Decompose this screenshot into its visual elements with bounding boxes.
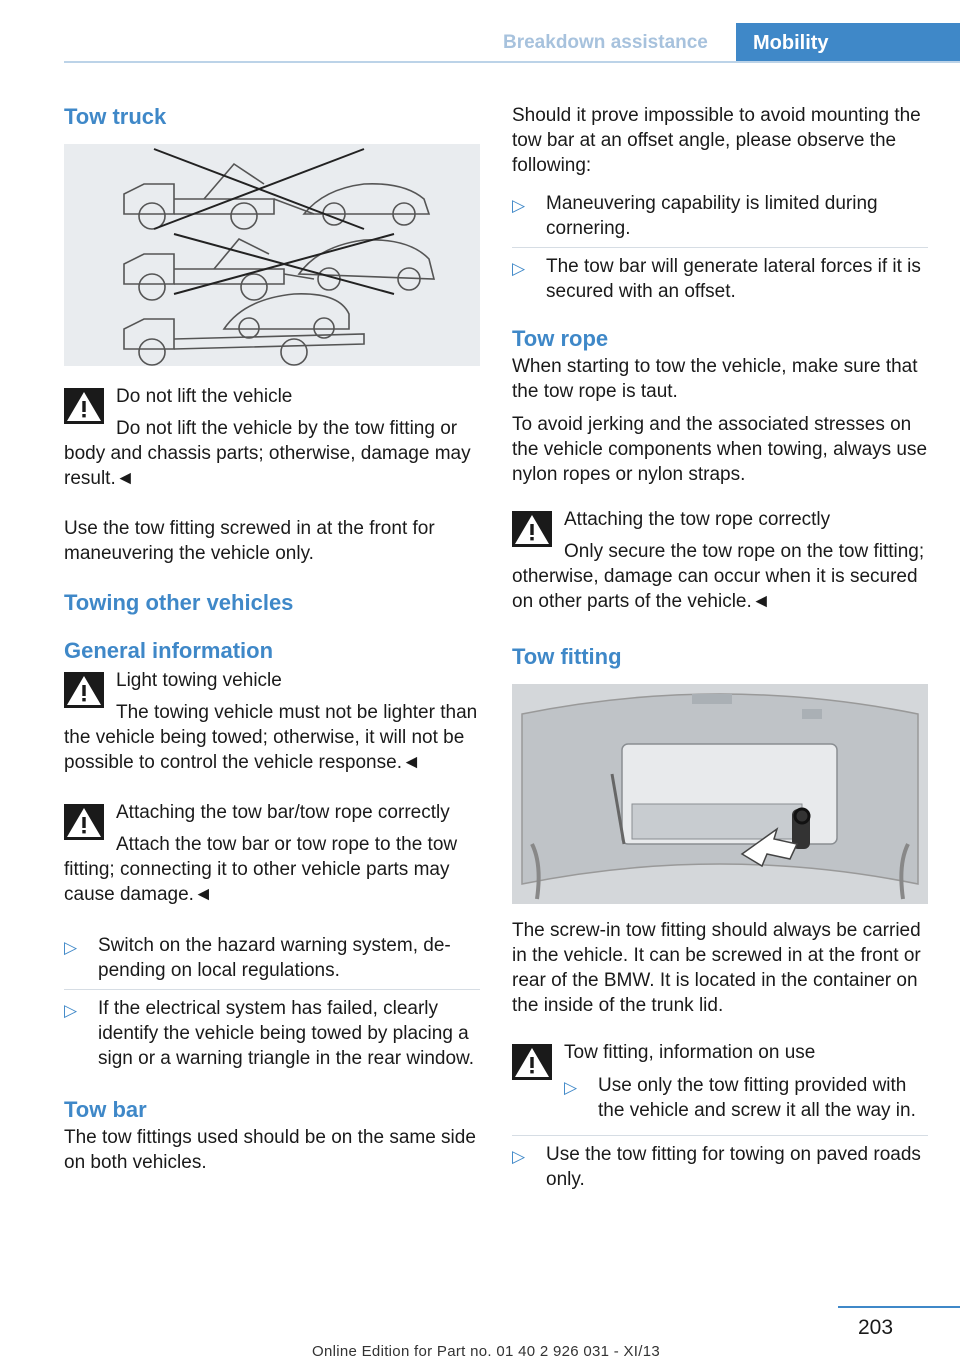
footer-edition: Online Edition for Part no. 01 40 2 926 031 - XI/13 <box>312 1343 661 1360</box>
warning-triangle-icon <box>64 672 104 708</box>
heading-tow-fitting: Tow fitting <box>512 644 622 669</box>
paragraph-tow-fitting-front: Use the tow fitting screwed in at the front for maneuvering the vehicle only. <box>64 518 435 564</box>
warning-triangle-icon <box>512 511 552 547</box>
triangle-right-icon: ▷ <box>512 196 526 215</box>
heading-tow-rope: Tow rope <box>512 326 609 351</box>
header-rule <box>64 61 960 63</box>
list-item-text: Use only the tow fitting provided with the vehicle and screw it all the way in. <box>598 1075 916 1121</box>
tow-truck-illustration <box>64 144 480 366</box>
triangle-right-icon: ▷ <box>564 1078 578 1097</box>
list-item <box>564 1067 928 1129</box>
tow-truck-drawing <box>64 144 480 366</box>
paragraph-tow-bar: The tow fittings used should be on the same side on both vehicles. <box>64 1127 476 1173</box>
trunk-lid-drawing <box>512 684 928 904</box>
list-item <box>512 1136 928 1198</box>
warning-body: Attach the tow bar or tow rope to the tow fitting; connecting it to other vehicle parts may cause damage.◄ <box>64 834 458 905</box>
heading-tow-truck: Tow truck <box>64 104 167 129</box>
warning-title: Do not lift the vehicle <box>116 386 293 407</box>
list-item-text: Use the tow fitting for towing on paved roads only. <box>546 1144 921 1190</box>
warning-title: Attaching the tow rope correctly <box>564 509 831 530</box>
warning-title: Tow fitting, information on use <box>564 1042 816 1063</box>
right-column <box>512 100 928 1198</box>
list-item-text: Maneuvering capability is limited during cornering. <box>546 193 878 239</box>
offset-bullet-list <box>512 185 928 310</box>
page-number: 203 <box>858 1316 894 1339</box>
tow-fitting-bullet-list <box>512 1135 928 1198</box>
warning-bullet-list <box>564 1067 928 1129</box>
warning-triangle-icon <box>64 804 104 840</box>
warning-triangle-icon <box>512 1044 552 1080</box>
list-item <box>64 990 480 1077</box>
list-item-text: If the electrical system has failed, clearly identify the vehicle being towed by placing a sign or a warning triangle in the rear window. <box>98 998 474 1069</box>
list-item-text: The tow bar will generate lateral forces if it is secured with an offset. <box>546 256 921 302</box>
list-item <box>64 927 480 990</box>
heading-towing-other-vehicles: Towing other vehicles <box>64 590 294 615</box>
towing-bullet-list <box>64 927 480 1077</box>
warning-attaching-tow-bar <box>64 800 480 907</box>
warning-body: The towing vehicle must not be lighter than the vehicle being towed; otherwise, it will not be possible to control the vehicle response.◄ <box>64 702 478 773</box>
list-item-text: Switch on the hazard warning system, depending on local regulations. <box>98 935 451 981</box>
paragraph-nylon-ropes: To avoid jerking and the associated stresses on the vehicle components when towing, always use nylon ropes or nylon straps. <box>512 414 928 485</box>
warning-title: Attaching the tow bar/tow rope correctly <box>116 802 450 823</box>
header-chapter-label: Mobility <box>753 32 829 54</box>
warning-light-towing-vehicle <box>64 668 480 775</box>
warning-tow-fitting-use <box>512 1040 928 1129</box>
paragraph-offset-angle: Should it prove impossible to avoid mounting the tow bar at an offset angle, please observe the following: <box>512 105 921 176</box>
warning-attaching-tow-rope <box>512 507 928 614</box>
heading-general-information: General information <box>64 638 274 663</box>
left-column <box>64 100 480 1175</box>
heading-tow-bar: Tow bar <box>64 1097 147 1122</box>
triangle-right-icon: ▷ <box>512 259 526 278</box>
warning-body: Do not lift the vehicle by the tow fitting or body and chassis parts; otherwise, damage may result.◄ <box>64 418 471 489</box>
header-section-title: Breakdown assistance <box>503 32 708 53</box>
warning-do-not-lift <box>64 384 480 491</box>
paragraph-tow-rope-taut: When starting to tow the vehicle, make sure that the tow rope is taut. <box>512 356 918 402</box>
header-chapter-tab <box>736 23 960 63</box>
tow-fitting-trunk-photo <box>512 684 928 904</box>
triangle-right-icon: ▷ <box>512 1147 526 1166</box>
warning-triangle-icon <box>64 388 104 424</box>
triangle-right-icon: ▷ <box>64 938 78 957</box>
footer-rule <box>838 1306 960 1308</box>
list-item <box>512 248 928 310</box>
warning-body: Only secure the tow rope on the tow fitting; otherwise, damage can occur when it is secured on other parts of the vehicle.◄ <box>512 541 925 612</box>
triangle-right-icon: ▷ <box>64 1001 78 1020</box>
list-item <box>512 185 928 248</box>
paragraph-tow-fitting-location: The screw-in tow fitting should always be carried in the vehicle. It can be screwed in at the front or rear of the BMW. It is located in the container on the inside of the trunk lid. <box>512 920 921 1016</box>
warning-title: Light towing vehicle <box>116 670 282 691</box>
